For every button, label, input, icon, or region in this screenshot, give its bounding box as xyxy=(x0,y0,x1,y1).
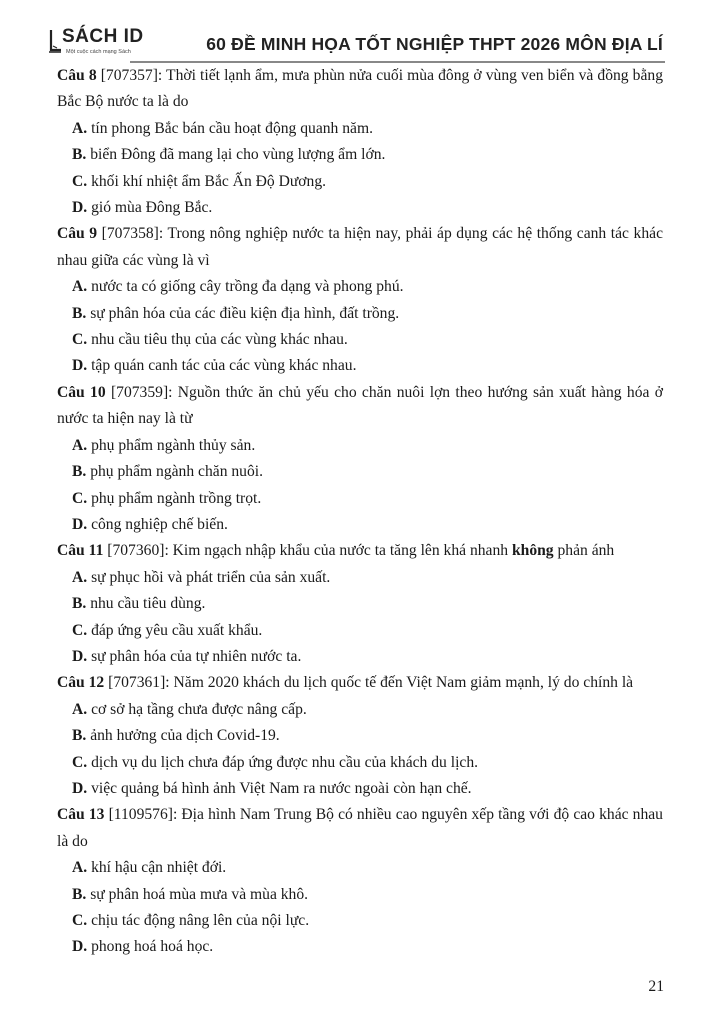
answer-option xyxy=(57,459,663,485)
option-text: nước ta có giống cây trồng đa dạng và phong phú. xyxy=(87,278,404,296)
answer-option xyxy=(57,882,663,908)
option-text: tập quán canh tác của các vùng khác nhau. xyxy=(87,357,357,375)
option-letter: A. xyxy=(72,859,88,877)
option-text: dịch vụ du lịch chưa đáp ứng được nhu cầu của khách du lịch. xyxy=(87,753,479,771)
answer-option xyxy=(57,195,663,221)
option-text: phong hoá hoá học. xyxy=(87,938,214,956)
logo xyxy=(48,26,158,62)
option-letter: C. xyxy=(72,912,88,929)
option-text: khối khí nhiệt ẩm Bắc Ấn Độ Dương. xyxy=(87,172,327,190)
answer-option xyxy=(57,301,663,327)
question-text: [707359]: Nguồn thức ăn chủ yếu cho chăn nuôi lợn theo hướng sản xuất hàng hóa ở nước ta hiện nay là từ xyxy=(57,383,663,428)
question-stem xyxy=(57,802,663,855)
option-letter: B. xyxy=(72,727,87,745)
option-text: công nghiệp chế biến. xyxy=(87,515,228,533)
option-text: sự phân hóa của các điều kiện địa hình, đất trồng. xyxy=(86,304,400,322)
answer-option xyxy=(57,486,663,512)
answer-option xyxy=(57,776,663,802)
option-text: sự phục hồi và phát triển của sản xuất. xyxy=(87,568,331,586)
option-text: biển Đông đã mang lại cho vùng lượng ẩm lớn. xyxy=(86,146,386,164)
answer-option xyxy=(57,274,663,300)
option-text: cơ sở hạ tầng chưa được nâng cấp. xyxy=(87,700,307,718)
answer-option xyxy=(57,116,663,142)
answer-option xyxy=(57,512,663,538)
option-letter: A. xyxy=(72,119,88,137)
option-letter: C. xyxy=(72,753,88,771)
question-text: [1109576]: Địa hình Nam Trung Bộ có nhiều cao nguyên xếp tầng với độ cao khác nhau là do xyxy=(57,806,663,850)
option-letter: A. xyxy=(72,568,88,586)
questions xyxy=(57,63,663,961)
answer-option xyxy=(57,697,663,723)
option-letter: D. xyxy=(72,779,88,797)
answer-option xyxy=(57,353,663,379)
book-logo-icon xyxy=(48,28,62,54)
question-text: [707358]: Trong nông nghiệp nước ta hiện nay, phải áp dụng các hệ thống canh tác khác nhau giữa các vùng là vì xyxy=(57,225,663,269)
option-letter: C. xyxy=(72,621,88,639)
question-stem xyxy=(57,63,663,116)
option-text: tín phong Bắc bán cầu hoạt động quanh năm. xyxy=(87,119,373,137)
option-text: chịu tác động nâng lên của nội lực. xyxy=(87,912,310,929)
question-label: Câu 8 xyxy=(57,67,97,84)
answer-option xyxy=(57,169,663,195)
question-text: [707357]: Thời tiết lạnh ẩm, mưa phùn nửa cuối mùa đông ở vùng ven biển và đồng bằng Bắc Bộ nước ta là do xyxy=(57,67,663,111)
option-letter: C. xyxy=(72,172,88,190)
answer-option xyxy=(57,934,663,960)
option-letter: B. xyxy=(72,595,87,613)
answer-option xyxy=(57,644,663,670)
option-text: phụ phẩm ngành chăn nuôi. xyxy=(86,463,264,481)
answer-option xyxy=(57,327,663,353)
answer-option xyxy=(57,855,663,881)
option-text: ảnh hưởng của dịch Covid-19. xyxy=(86,727,280,745)
question-label: Câu 9 xyxy=(57,225,98,243)
page-number: 21 xyxy=(648,978,664,995)
option-letter: C. xyxy=(72,331,88,349)
answer-option xyxy=(57,908,663,934)
logo-text: SÁCH ID xyxy=(62,26,144,47)
option-text: phụ phẩm ngành thủy sản. xyxy=(87,436,256,454)
option-text: gió mùa Đông Bắc. xyxy=(87,199,213,217)
option-letter: B. xyxy=(72,463,87,481)
answer-option xyxy=(57,750,663,776)
option-text: nhu cầu tiêu dùng. xyxy=(86,595,206,613)
question-text: không xyxy=(511,542,554,560)
option-letter: D. xyxy=(72,357,88,375)
answer-option xyxy=(57,591,663,617)
option-letter: D. xyxy=(72,938,88,956)
question-label: Câu 11 xyxy=(57,542,104,560)
answer-option xyxy=(57,142,663,168)
answer-option xyxy=(57,433,663,459)
question-text: [707360]: Kim ngạch nhập khẩu của nước ta tăng lên khá nhanh xyxy=(103,542,512,560)
question-stem xyxy=(57,670,663,696)
option-letter: A. xyxy=(72,700,88,718)
question-stem xyxy=(57,538,663,564)
option-text: nhu cầu tiêu thụ của các vùng khác nhau. xyxy=(87,331,348,349)
option-text: sự phân hoá mùa mưa và mùa khô. xyxy=(86,885,309,903)
question-label: Câu 10 xyxy=(57,383,106,401)
question-stem xyxy=(57,380,663,433)
option-text: khí hậu cận nhiệt đới. xyxy=(87,859,227,877)
option-text: sự phân hóa của tự nhiên nước ta. xyxy=(87,647,302,665)
option-letter: D. xyxy=(72,515,88,533)
question-label: Câu 13 xyxy=(57,806,105,824)
option-letter: D. xyxy=(72,199,88,217)
option-letter: A. xyxy=(72,278,88,296)
option-letter: D. xyxy=(72,647,88,665)
logo-tagline: Một cuộc cách mạng Sách xyxy=(66,49,131,55)
option-text: phụ phẩm ngành trồng trọt. xyxy=(87,489,262,507)
option-text: việc quảng bá hình ảnh Việt Nam ra nước ngoài còn hạn chế. xyxy=(87,779,472,797)
question-text: phản ánh xyxy=(553,542,615,560)
answer-option xyxy=(57,618,663,644)
option-letter: B. xyxy=(72,146,87,164)
answer-option xyxy=(57,723,663,749)
page-header-title: 60 ĐỀ MINH HỌA TỐT NGHIỆP THPT 2026 MÔN ĐỊA LÍ xyxy=(206,34,663,54)
answer-option xyxy=(57,565,663,591)
option-letter: A. xyxy=(72,436,88,454)
question-text: [707361]: Năm 2020 khách du lịch quốc tế đến Việt Nam giảm mạnh, lý do chính là xyxy=(104,674,634,692)
option-text: đáp ứng yêu cầu xuất khẩu. xyxy=(87,621,263,639)
option-letter: B. xyxy=(72,885,87,903)
question-stem xyxy=(57,221,663,274)
question-label: Câu 12 xyxy=(57,674,105,692)
option-letter: B. xyxy=(72,304,87,322)
option-letter: C. xyxy=(72,489,88,507)
